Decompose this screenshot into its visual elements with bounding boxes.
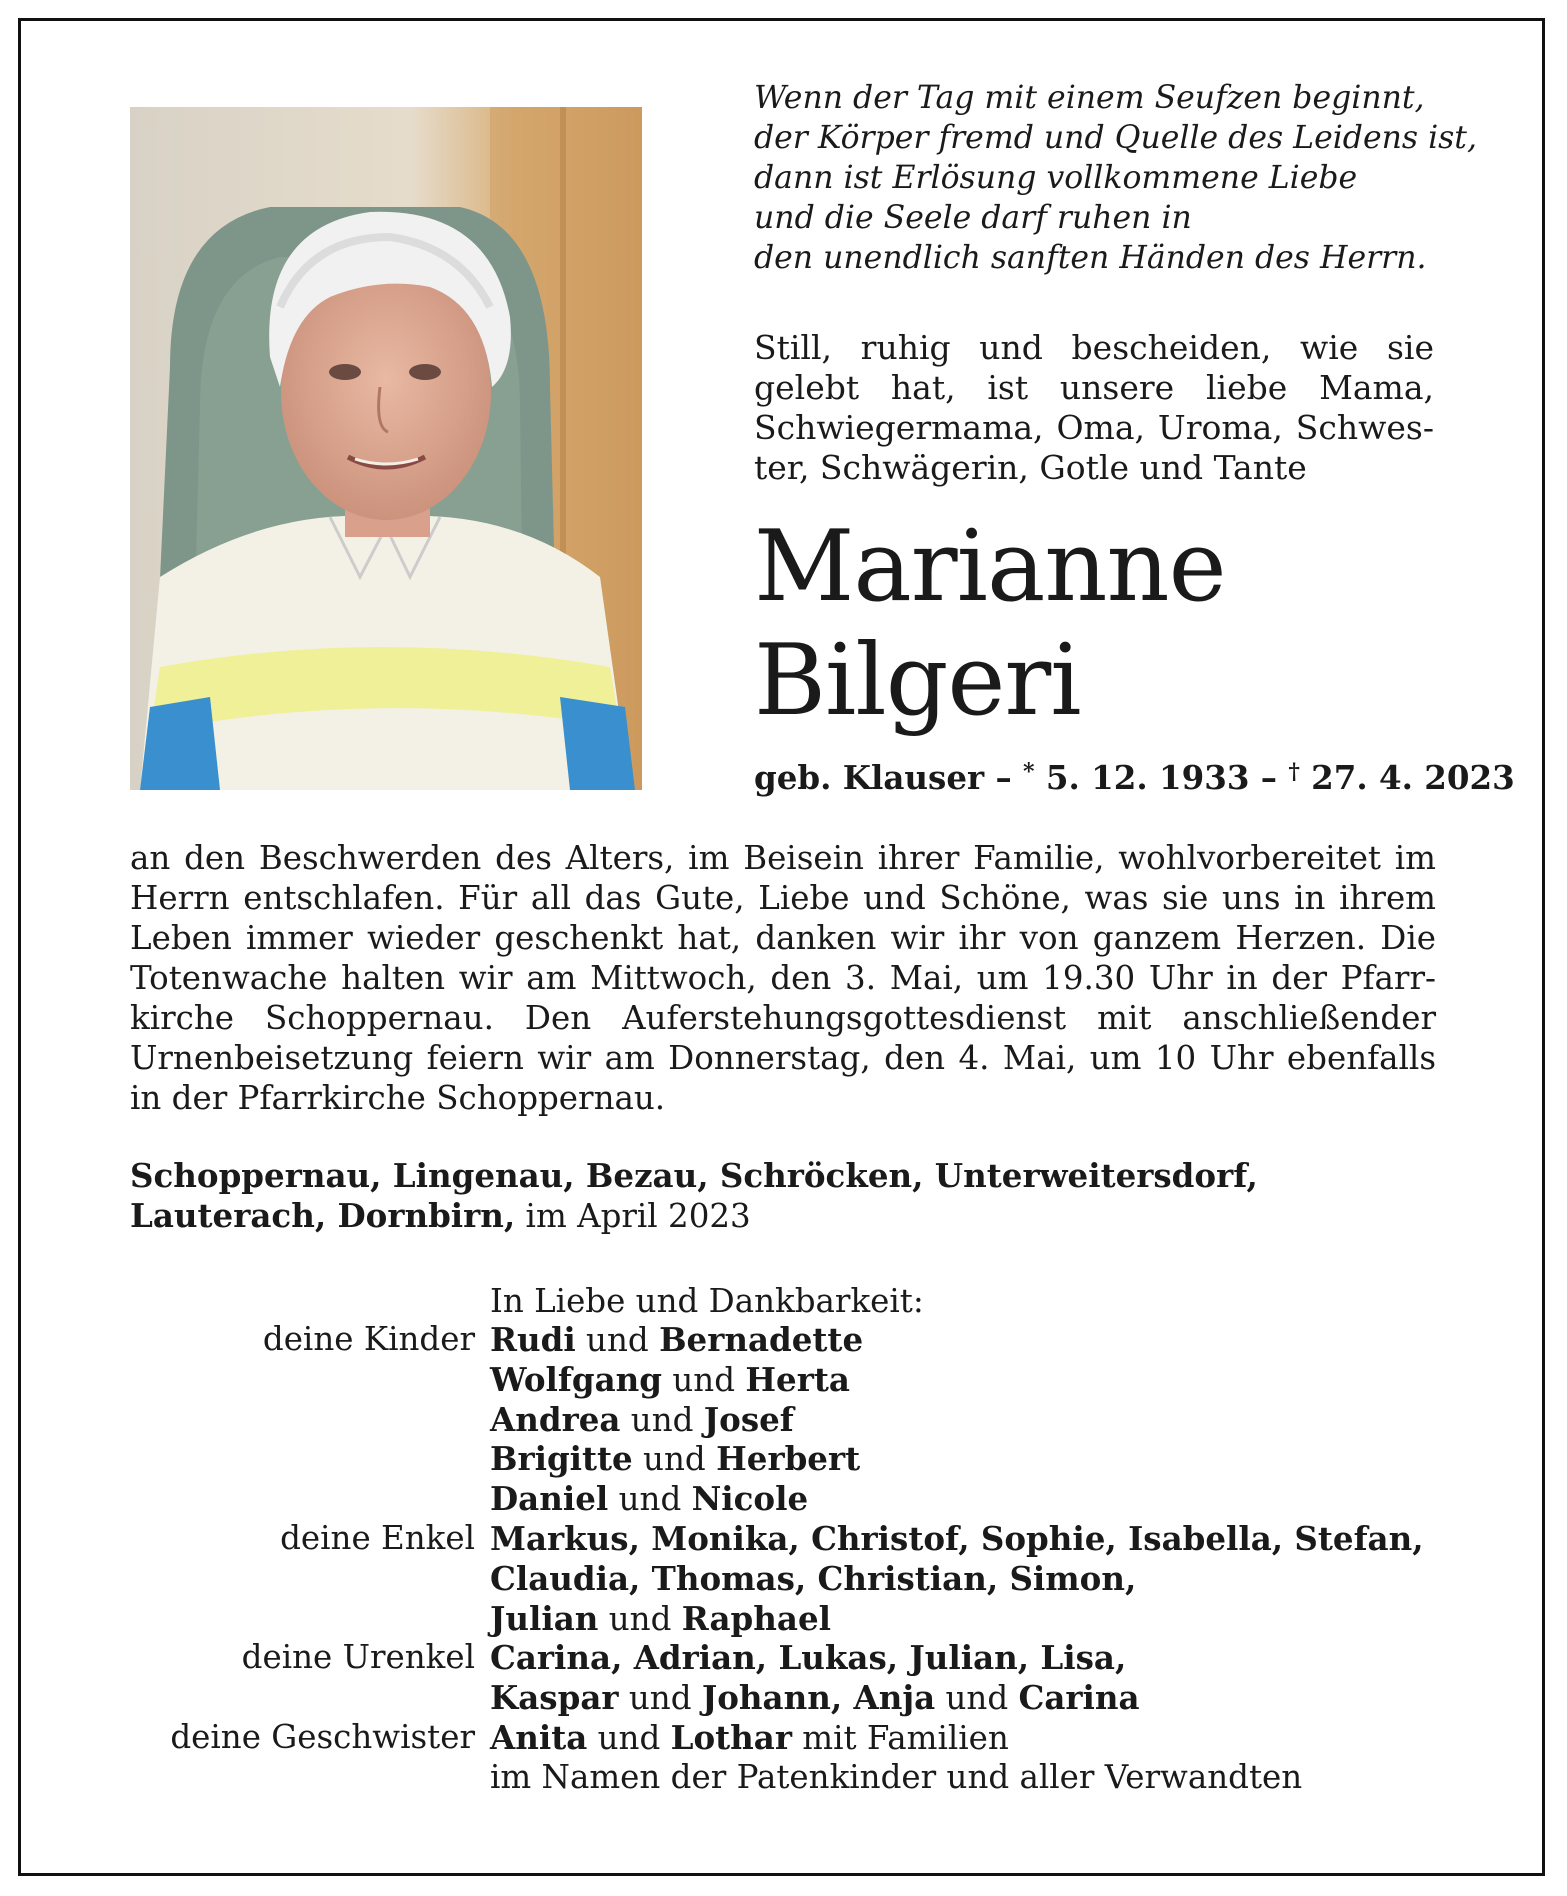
body-line: Herrn entschlafen. Für all das Gute, Liebe und Schöne, was sie uns in ihrem [130, 879, 1436, 917]
family-member-name: Raphael [681, 1598, 831, 1638]
poem-line: den unendlich sanften Händen des Herrn. [754, 240, 1427, 276]
family-connector: und [662, 1360, 746, 1399]
body-line: Urnenbeisetzung feiern wir am Donnerstag, den 4. Mai, um 10 Uhr ebenfalls [130, 1039, 1436, 1077]
family-names [490, 1718, 1009, 1759]
intro-line: Still, ruhig und bescheiden, wie sie [754, 328, 1434, 367]
family-connector: und [618, 1679, 702, 1718]
death-mark: † [1288, 759, 1300, 785]
family-member-name: Julian [490, 1598, 599, 1638]
family-names [490, 1400, 794, 1441]
places-line: Schoppernau, Lingenau, Bezau, Schröcken, Unterweitersdorf, [130, 1156, 1258, 1195]
poem-line: und die Seele darf ruhen in [754, 200, 1192, 236]
family-names [490, 1479, 808, 1520]
intro-text [754, 328, 1434, 488]
deceased-name [754, 510, 1226, 738]
family-member-name: Claudia, Thomas, Christian, Simon, [490, 1558, 1137, 1598]
body-line: an den Beschwerden des Alters, im Beisein ihrer Familie, wohlvorbereitet im [130, 839, 1436, 877]
family-connector: und [575, 1321, 660, 1359]
family-role: deine Geschwister [170, 1717, 475, 1756]
places-and-date [130, 1156, 1258, 1236]
family-connector: und [587, 1718, 671, 1757]
family-names [490, 1360, 850, 1401]
birth-date: 5. 12. 1933 – [1045, 758, 1277, 797]
family-role: deine Kinder [262, 1320, 475, 1358]
poem-line: der Körper fremd und Quelle des Leidens ist, [754, 120, 1477, 156]
date-line: im April 2023 [515, 1197, 751, 1235]
family-row [0, 1439, 1567, 1479]
family-connector: und [935, 1679, 1019, 1718]
family-row [0, 1519, 1567, 1559]
family-connector: mit Familien [791, 1718, 1009, 1757]
family-member-name: Herta [745, 1359, 850, 1399]
body-line: kirche Schoppernau. Den Auferstehungsgottesdienst mit anschließender [130, 999, 1436, 1037]
places-line: Lauterach, Dornbirn, [130, 1196, 516, 1235]
poem [754, 78, 1477, 278]
family-member-name: Brigitte [490, 1439, 633, 1479]
last-name: Bilgeri [754, 624, 1081, 738]
family-row [0, 1678, 1567, 1718]
family-connector: und [598, 1599, 682, 1638]
body-line: Leben immer wieder geschenkt hat, danken wir ihr von ganzem Herzen. Die [130, 919, 1436, 957]
family-row [0, 1360, 1567, 1400]
body-text [130, 838, 1436, 1118]
family-names [490, 1638, 1126, 1679]
family-names [490, 1559, 1136, 1600]
family-connector: und [608, 1480, 692, 1519]
family-member-name: Carina, Adrian, Lukas, Julian, Lisa, [490, 1638, 1127, 1678]
family-names [490, 1519, 1424, 1560]
family-row [0, 1559, 1567, 1599]
family-member-name: Markus, Monika, Christof, Sophie, Isabella, Stefan, [490, 1518, 1424, 1558]
body-line: Totenwache halten wir am Mittwoch, den 3. Mai, um 19.30 Uhr in der Pfarr- [130, 959, 1436, 997]
family-connector: im Namen der Patenkinder und aller Verwandten [490, 1757, 1303, 1796]
family-member-name: Lothar [670, 1717, 792, 1757]
family-names [490, 1320, 863, 1361]
family-row [0, 1718, 1567, 1758]
portrait-illustration [130, 107, 642, 790]
family-member-name: Wolfgang [490, 1359, 662, 1399]
family-row [0, 1599, 1567, 1639]
family-member-name: Anita [490, 1717, 588, 1757]
family-member-name: Herbert [716, 1439, 861, 1479]
family-names [490, 1439, 860, 1480]
family-names [490, 1758, 1302, 1798]
birth-mark: * [1023, 759, 1035, 785]
family-connector: und [632, 1440, 717, 1479]
family-row [0, 1400, 1567, 1440]
family-list [0, 1320, 1567, 1798]
family-member-name: Bernadette [659, 1320, 864, 1359]
family-connector: und [620, 1400, 704, 1439]
family-row [0, 1320, 1567, 1360]
body-line: in der Pfarrkirche Schoppernau. [130, 1079, 666, 1117]
intro-line: gelebt hat, ist unsere liebe Mama, [754, 368, 1434, 407]
family-member-name: Kaspar [490, 1678, 619, 1718]
poem-line: Wenn der Tag mit einem Seufzen beginnt, [754, 80, 1425, 116]
family-names [490, 1599, 831, 1640]
intro-line: ter, Schwägerin, Gotle und Tante [754, 448, 1307, 487]
death-date: 27. 4. 2023 [1311, 758, 1515, 797]
portrait-photo [130, 107, 642, 790]
family-row [0, 1638, 1567, 1678]
family-row [0, 1479, 1567, 1519]
family-member-name: Josef [703, 1399, 794, 1439]
family-member-name: Nicole [691, 1479, 809, 1519]
life-dates [754, 758, 1515, 797]
signoff: In Liebe und Dankbarkeit: [490, 1282, 924, 1320]
family-member-name: Rudi [490, 1320, 576, 1359]
family-row [0, 1758, 1567, 1798]
poem-line: dann ist Erlösung vollkommene Liebe [754, 160, 1358, 196]
first-name: Marianne [754, 510, 1226, 624]
intro-line: Schwiegermama, Oma, Uroma, Schwes- [754, 408, 1434, 447]
family-member-name: Daniel [490, 1479, 609, 1519]
family-member-name: Johann, Anja [701, 1678, 936, 1718]
birth-name: geb. Klauser – [754, 758, 1012, 797]
family-names [490, 1678, 1140, 1719]
family-member-name: Andrea [490, 1399, 621, 1439]
family-role: deine Enkel [280, 1518, 475, 1557]
family-member-name: Carina [1018, 1678, 1140, 1718]
family-role: deine Urenkel [241, 1638, 475, 1677]
